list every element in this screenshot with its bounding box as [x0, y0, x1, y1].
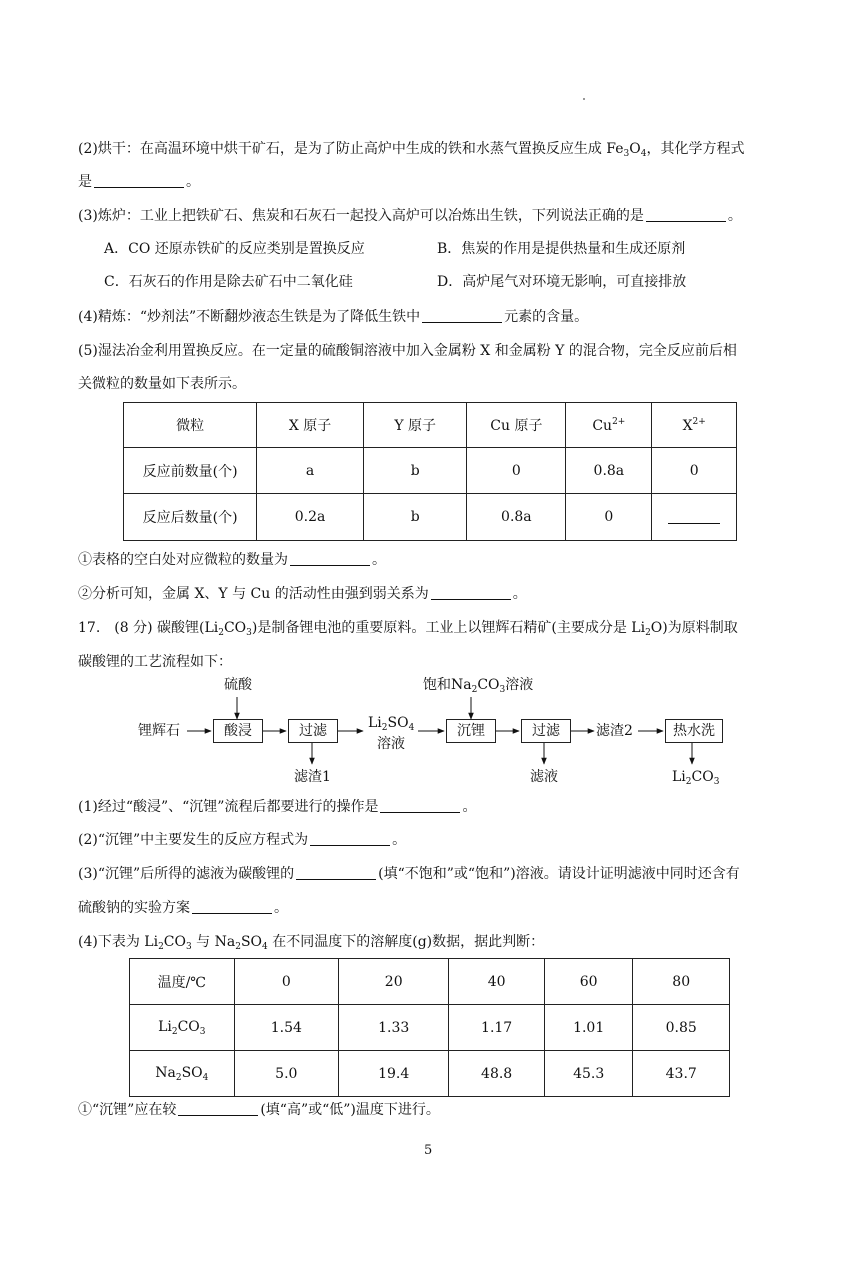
table-header-cell: 80 — [633, 959, 730, 1005]
answer-blank[interactable] — [192, 899, 272, 914]
q17-sub1: ①“沉锂”应在较 (填“高”或“低”)温度下进行。 — [78, 1102, 440, 1118]
flow-filtrate: 滤液 — [530, 769, 558, 785]
solubility-table — [129, 958, 730, 1097]
table-header-cell: $X^{2+}$ — [652, 403, 737, 448]
flow-box-filter2: 过滤 — [521, 719, 571, 743]
q16-part2-line1: (2)烘干：在高温环境中烘干矿石，是为了防止高炉中生成的铁和水蒸气置换反应生成 $Fe_3O_4$，其化学方程式 — [78, 141, 745, 159]
table-cell: 1.17 — [449, 1005, 545, 1051]
table-row-label: $Na_2SO_4$ — [130, 1051, 235, 1097]
flow-start: 锂辉石 — [138, 723, 180, 739]
q16-sub1: ①表格的空白处对应微粒的数量为 。 — [78, 552, 386, 568]
table-cell: 0 — [566, 494, 652, 541]
table-row — [130, 1051, 730, 1097]
table-cell: 48.8 — [449, 1051, 545, 1097]
option-a: A．CO 还原赤铁矿的反应类别是置换反应 — [104, 241, 365, 257]
table-cell: 19.4 — [339, 1051, 449, 1097]
table-header-cell: 40 — [449, 959, 545, 1005]
table-cell: 0 — [467, 448, 566, 494]
table-cell: 反应后数量(个) — [124, 494, 257, 541]
table-header-cell: 0 — [234, 959, 338, 1005]
table-row — [130, 1005, 730, 1051]
table-cell: 0.8a — [566, 448, 652, 494]
flow-residue1: 滤渣1 — [294, 769, 331, 785]
answer-blank[interactable] — [178, 1101, 258, 1116]
table-header-row — [130, 959, 730, 1005]
flow-residue2: 滤渣2 — [596, 723, 633, 739]
table-cell: 45.3 — [544, 1051, 633, 1097]
flow-li2so4-solution: $Li_2SO_4$ 溶液 — [368, 715, 415, 752]
q16-part5-line1: (5)湿法冶金利用置换反应。在一定量的硫酸铜溶液中加入金属粉 X 和金属粉 Y 的混合物，完全反应前后相 — [78, 343, 737, 359]
table-row-label: $Li_2CO_3$ — [130, 1005, 235, 1051]
flow-box-precipitate: 沉锂 — [446, 719, 496, 743]
answer-blank[interactable] — [310, 831, 390, 846]
table-cell: 1.33 — [339, 1005, 449, 1051]
table-header-cell: Cu 原子 — [467, 403, 566, 448]
table-header-cell: X 原子 — [257, 403, 364, 448]
q17-part3-line2: 硫酸钠的实验方案 。 — [78, 900, 288, 916]
answer-blank[interactable] — [296, 865, 376, 880]
table-cell: b — [363, 494, 467, 541]
q16-part2-line2: 是 。 — [78, 174, 200, 190]
table-cell: a — [257, 448, 364, 494]
flow-box-filter1: 过滤 — [288, 719, 338, 743]
page-number: 5 — [424, 1143, 433, 1158]
flow-product: $Li_2CO_3$ — [672, 769, 720, 787]
table-cell: 1.54 — [234, 1005, 338, 1051]
q16-sub2: ②分析可知，金属 X、Y 与 Cu 的活动性由强到弱关系为 。 — [78, 586, 527, 602]
option-d: D．高炉尾气对环境无影响，可直接排放 — [437, 274, 687, 290]
table-header-cell: 温度/℃ — [130, 959, 235, 1005]
option-c: C．石灰石的作用是除去矿石中二氧化硅 — [104, 274, 353, 290]
q17-part3-line1: (3)“沉锂”后所得的滤液为碳酸锂的 (填“不饱和”或“饱和”)溶液。请设计证明滤液中同时还含有 — [78, 866, 740, 882]
q17-part2: (2)“沉锂”中主要发生的反应方程式为 。 — [78, 832, 407, 848]
table-cell: 5.0 — [234, 1051, 338, 1097]
table-header-cell: Y 原子 — [363, 403, 467, 448]
table-header-cell: $Cu^{2+}$ — [566, 403, 652, 448]
table-cell: 0.85 — [633, 1005, 730, 1051]
flow-input-na2co3: 饱和$Na_2CO_3$溶液 — [423, 677, 534, 695]
table-header-cell: 微粒 — [124, 403, 257, 448]
table-cell: 43.7 — [633, 1051, 730, 1097]
table-header-cell: 60 — [544, 959, 633, 1005]
q16-part5-line2: 关微粒的数量如下表所示。 — [78, 376, 246, 392]
table-cell: 0.8a — [467, 494, 566, 541]
flow-box-hot-wash: 热水洗 — [665, 719, 723, 743]
table-header-cell: 20 — [339, 959, 449, 1005]
flow-input-acid: 硫酸 — [224, 677, 252, 693]
flow-box-acid-leach: 酸浸 — [213, 719, 263, 743]
q16-part3: (3)炼炉：工业上把铁矿石、焦炭和石灰石一起投入高炉可以冶炼出生铁，下列说法正确的是 。 — [78, 208, 742, 224]
q17-part4: (4)下表为 $Li_2CO_3$ 与 $Na_2SO_4$ 在不同温度下的溶解度(g)数据，据此判断： — [78, 934, 545, 952]
table-cell: 0.2a — [257, 494, 364, 541]
q17-intro-line1: 17. (8 分) 碳酸锂$(Li_2CO_3)$是制备锂电池的重要原料。工业上以锂辉石精矿(主要成分是 $Li_2O$)为原料制取 — [78, 620, 738, 638]
option-b: B．焦炭的作用是提供热量和生成还原剂 — [437, 241, 686, 257]
table-cell: 1.01 — [544, 1005, 633, 1051]
table-cell: 反应前数量(个) — [124, 448, 257, 494]
answer-blank[interactable] — [380, 798, 460, 813]
table-cell: 0 — [652, 448, 737, 494]
q17-part1: (1)经过“酸浸”、“沉锂”流程后都要进行的操作是 。 — [78, 799, 477, 815]
q17-intro-line2: 碳酸锂的工艺流程如下： — [78, 654, 232, 670]
q16-part4: (4)精炼：“炒剂法”不断翻炒液态生铁是为了降低生铁中 元素的含量。 — [78, 309, 589, 325]
table-cell: b — [363, 448, 467, 494]
